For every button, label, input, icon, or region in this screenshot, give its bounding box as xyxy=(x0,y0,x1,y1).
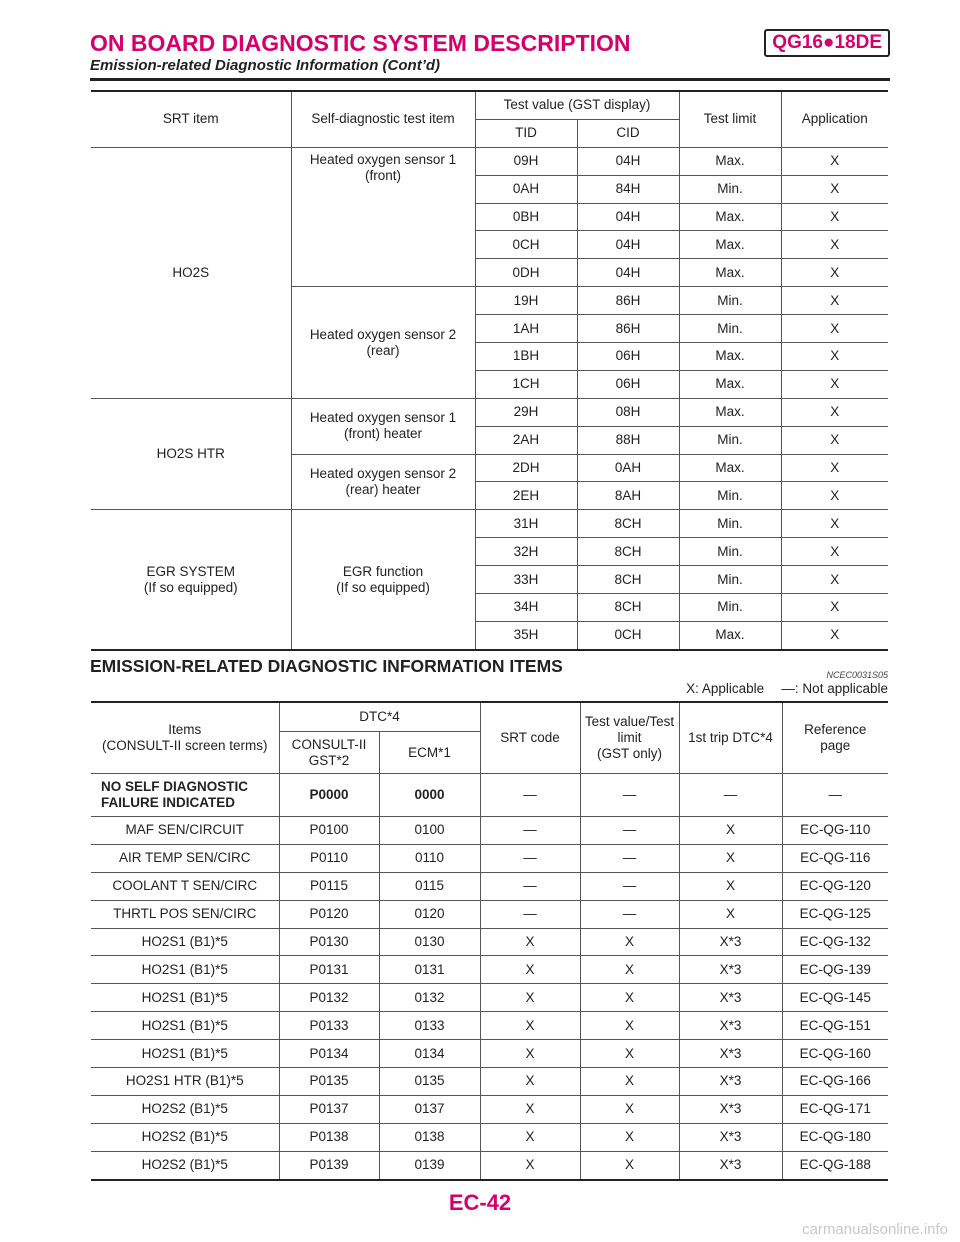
cell-limit: Min. xyxy=(679,287,781,315)
cell-item xyxy=(91,774,279,817)
dtc-table xyxy=(91,701,888,1181)
cell-ecm-code: 0000 xyxy=(379,774,480,817)
header-line1: Test value/Test xyxy=(584,714,675,729)
cell-tid: 1CH xyxy=(475,370,577,398)
test-heated-o2-sensor-1 xyxy=(291,147,475,286)
cell-first-trip: X*3 xyxy=(679,1040,782,1068)
cell-item: HO2S1 (B1)*5 xyxy=(91,1012,279,1040)
cell-limit: Min. xyxy=(679,566,781,594)
header-line2: (CONSULT-II screen terms) xyxy=(101,738,268,753)
page-number: EC-42 xyxy=(448,1190,512,1215)
cell-test-value: X xyxy=(580,1068,679,1096)
cell-cid: 8AH xyxy=(577,482,679,510)
cell-srt-code: X xyxy=(480,1095,580,1123)
cell-ecm-code: 0137 xyxy=(379,1095,480,1123)
cell-test-value: X xyxy=(580,1040,679,1068)
table-header-row xyxy=(91,91,888,119)
cell-limit: Max. xyxy=(679,231,781,259)
section-legend: X: Applicable —: Not applicable xyxy=(686,681,888,696)
cell-tid: 09H xyxy=(475,147,577,175)
cell-consult-code: P0137 xyxy=(279,1095,379,1123)
cell-first-trip: X xyxy=(679,844,782,872)
table-row xyxy=(91,1068,888,1096)
cell-tid: 1BH xyxy=(475,343,577,371)
header-ecm: ECM*1 xyxy=(379,732,480,774)
test-label-line2: (rear) heater xyxy=(345,481,421,497)
cell-test-value: — xyxy=(580,817,679,845)
cell-ecm-code: 0115 xyxy=(379,872,480,900)
cell-limit: Min. xyxy=(679,510,781,538)
cell-limit: Min. xyxy=(679,538,781,566)
cell-test-value: X xyxy=(580,1123,679,1151)
cell-item: AIR TEMP SEN/CIRC xyxy=(91,844,279,872)
watermark: carmanualsonline.info xyxy=(802,1221,948,1238)
cell-limit: Min. xyxy=(679,175,781,203)
cell-limit: Max. xyxy=(679,398,781,426)
cell-tid: 32H xyxy=(475,538,577,566)
cell-application: X xyxy=(781,287,888,315)
cell-test-value: — xyxy=(580,774,679,817)
table-row xyxy=(91,900,888,928)
test-egr-function xyxy=(291,510,475,650)
cell-cid: 8CH xyxy=(577,510,679,538)
cell-consult-code: P0120 xyxy=(279,900,379,928)
header-line1: Items xyxy=(168,722,202,737)
cell-first-trip: X xyxy=(679,817,782,845)
cell-srt-code: X xyxy=(480,928,580,956)
cell-ecm-code: 0135 xyxy=(379,1068,480,1096)
engine-badge: QG16●18DE xyxy=(764,29,890,57)
cell-test-value: X xyxy=(580,1151,679,1179)
cell-first-trip: X xyxy=(679,872,782,900)
test-label-line1: Heated oxygen sensor 2 xyxy=(309,465,457,481)
cell-ecm-code: 0139 xyxy=(379,1151,480,1179)
table-row xyxy=(91,774,888,817)
cell-srt-code: — xyxy=(480,844,580,872)
test-label-line1: Heated oxygen sensor 2 xyxy=(309,326,457,342)
cell-reference: EC-QG-151 xyxy=(782,1012,888,1040)
cell-consult-code: P0134 xyxy=(279,1040,379,1068)
cell-application: X xyxy=(781,343,888,371)
cell-limit: Max. xyxy=(679,454,781,482)
cell-item: HO2S1 (B1)*5 xyxy=(91,928,279,956)
cell-consult-code: P0132 xyxy=(279,984,379,1012)
table-row xyxy=(91,984,888,1012)
cell-tid: 2EH xyxy=(475,482,577,510)
cell-reference: EC-QG-110 xyxy=(782,817,888,845)
item-line2: FAILURE INDICATED xyxy=(101,795,235,810)
cell-test-value: — xyxy=(580,900,679,928)
header-line1: Reference xyxy=(804,722,867,737)
cell-application: X xyxy=(781,231,888,259)
cell-cid: 04H xyxy=(577,203,679,231)
test-heated-o2-sensor-2 xyxy=(291,287,475,399)
cell-test-value: X xyxy=(580,956,679,984)
table-row xyxy=(91,817,888,845)
table-row xyxy=(91,928,888,956)
cell-consult-code: P0100 xyxy=(279,817,379,845)
cell-item: HO2S1 (B1)*5 xyxy=(91,984,279,1012)
header-items xyxy=(91,702,279,774)
page-subtitle: Emission-related Diagnostic Information (Cont’d) xyxy=(90,57,441,74)
cell-reference: EC-QG-188 xyxy=(782,1151,888,1179)
cell-test-value: — xyxy=(580,844,679,872)
section-reference-code: NCEC0031S05 xyxy=(826,670,888,680)
cell-test-value: X xyxy=(580,984,679,1012)
header-test-value xyxy=(580,702,679,774)
table-row xyxy=(91,510,888,538)
cell-first-trip: X*3 xyxy=(679,956,782,984)
cell-srt-code: X xyxy=(480,1012,580,1040)
header-line2: page xyxy=(820,738,851,753)
cell-cid: 86H xyxy=(577,315,679,343)
cell-application: X xyxy=(781,482,888,510)
cell-srt-code: — xyxy=(480,872,580,900)
cell-srt-code: X xyxy=(480,1068,580,1096)
cell-cid: 04H xyxy=(577,147,679,175)
cell-tid: 0AH xyxy=(475,175,577,203)
cell-consult-code: P0133 xyxy=(279,1012,379,1040)
page-title: ON BOARD DIAGNOSTIC SYSTEM DESCRIPTION xyxy=(90,30,631,56)
cell-reference: EC-QG-116 xyxy=(782,844,888,872)
cell-first-trip: X xyxy=(679,900,782,928)
header-test-item: Self-diagnostic test item xyxy=(291,91,475,147)
cell-cid: 0CH xyxy=(577,621,679,649)
cell-reference: — xyxy=(782,774,888,817)
cell-first-trip: — xyxy=(679,774,782,817)
group-label-line1: EGR SYSTEM xyxy=(146,563,235,579)
cell-ecm-code: 0138 xyxy=(379,1123,480,1151)
cell-cid: 04H xyxy=(577,259,679,287)
cell-application: X xyxy=(781,621,888,649)
header-line1: CONSULT-II xyxy=(291,736,367,752)
cell-consult-code: P0110 xyxy=(279,844,379,872)
header-test-value: Test value (GST display) xyxy=(475,91,679,119)
cell-reference: EC-QG-171 xyxy=(782,1095,888,1123)
page-header xyxy=(90,28,890,84)
cell-application: X xyxy=(781,175,888,203)
cell-application: X xyxy=(781,315,888,343)
cell-application: X xyxy=(781,259,888,287)
header-reference-page xyxy=(782,702,888,774)
cell-consult-code: P0131 xyxy=(279,956,379,984)
cell-item: HO2S2 (B1)*5 xyxy=(91,1123,279,1151)
cell-srt-code: X xyxy=(480,1123,580,1151)
cell-item: HO2S2 (B1)*5 xyxy=(91,1151,279,1179)
cell-tid: 31H xyxy=(475,510,577,538)
header-line2: limit xyxy=(617,730,642,745)
cell-item: HO2S1 HTR (B1)*5 xyxy=(91,1068,279,1096)
cell-application: X xyxy=(781,203,888,231)
cell-item: COOLANT T SEN/CIRC xyxy=(91,872,279,900)
cell-first-trip: X*3 xyxy=(679,1123,782,1151)
header-application: Application xyxy=(781,91,888,147)
cell-application: X xyxy=(781,370,888,398)
cell-limit: Min. xyxy=(679,315,781,343)
cell-limit: Max. xyxy=(679,203,781,231)
group-egr-system xyxy=(91,510,291,650)
cell-cid: 8CH xyxy=(577,594,679,622)
cell-reference: EC-QG-145 xyxy=(782,984,888,1012)
table-row xyxy=(91,844,888,872)
test-label-line1: EGR function xyxy=(342,563,424,579)
test-label-line1: Heated oxygen sensor 1 xyxy=(309,410,457,426)
cell-tid: 0DH xyxy=(475,259,577,287)
cell-item: HO2S1 (B1)*5 xyxy=(91,956,279,984)
cell-cid: 86H xyxy=(577,287,679,315)
header-first-trip-dtc: 1st trip DTC*4 xyxy=(679,702,782,774)
cell-item: HO2S1 (B1)*5 xyxy=(91,1040,279,1068)
cell-srt-code: X xyxy=(480,956,580,984)
cell-test-value: X xyxy=(580,1012,679,1040)
table-row xyxy=(91,398,888,426)
cell-tid: 34H xyxy=(475,594,577,622)
cell-first-trip: X*3 xyxy=(679,1151,782,1179)
cell-application: X xyxy=(781,566,888,594)
cell-ecm-code: 0130 xyxy=(379,928,480,956)
table-row xyxy=(91,1095,888,1123)
test-label-line2: (front) xyxy=(364,167,401,183)
table-row xyxy=(91,1151,888,1179)
cell-ecm-code: 0134 xyxy=(379,1040,480,1068)
header-srt-item: SRT item xyxy=(91,91,291,147)
cell-srt-code: — xyxy=(480,774,580,817)
cell-cid: 8CH xyxy=(577,566,679,594)
cell-cid: 04H xyxy=(577,231,679,259)
header-consult-gst xyxy=(279,732,379,774)
srt-table xyxy=(91,90,888,651)
cell-reference: EC-QG-139 xyxy=(782,956,888,984)
cell-reference: EC-QG-132 xyxy=(782,928,888,956)
test-label-line2: (front) heater xyxy=(343,426,423,442)
test-heated-o2-sensor-2-heater xyxy=(291,454,475,510)
table-row xyxy=(91,1012,888,1040)
cell-first-trip: X*3 xyxy=(679,1068,782,1096)
cell-ecm-code: 0110 xyxy=(379,844,480,872)
cell-test-value: X xyxy=(580,1095,679,1123)
cell-cid: 88H xyxy=(577,426,679,454)
header-srt-code: SRT code xyxy=(480,702,580,774)
cell-srt-code: — xyxy=(480,900,580,928)
cell-reference: EC-QG-160 xyxy=(782,1040,888,1068)
cell-limit: Min. xyxy=(679,426,781,454)
cell-application: X xyxy=(781,594,888,622)
cell-srt-code: X xyxy=(480,1040,580,1068)
cell-limit: Max. xyxy=(679,147,781,175)
cell-first-trip: X*3 xyxy=(679,984,782,1012)
cell-tid: 2DH xyxy=(475,454,577,482)
header-test-limit: Test limit xyxy=(679,91,781,147)
cell-ecm-code: 0100 xyxy=(379,817,480,845)
cell-tid: 29H xyxy=(475,398,577,426)
cell-reference: EC-QG-120 xyxy=(782,872,888,900)
header-line2: GST*2 xyxy=(308,752,350,768)
cell-reference: EC-QG-180 xyxy=(782,1123,888,1151)
cell-limit: Max. xyxy=(679,621,781,649)
cell-ecm-code: 0132 xyxy=(379,984,480,1012)
cell-tid: 33H xyxy=(475,566,577,594)
dtc-table-body xyxy=(91,817,888,1180)
test-label-line2: (rear) xyxy=(366,342,400,358)
table-header-row xyxy=(91,702,888,732)
cell-consult-code: P0000 xyxy=(279,774,379,817)
cell-application: X xyxy=(781,454,888,482)
cell-cid: 06H xyxy=(577,370,679,398)
cell-cid: 84H xyxy=(577,175,679,203)
cell-test-value: — xyxy=(580,872,679,900)
cell-srt-code: — xyxy=(480,817,580,845)
group-label-line2: (If so equipped) xyxy=(143,579,238,595)
cell-consult-code: P0139 xyxy=(279,1151,379,1179)
cell-application: X xyxy=(781,426,888,454)
cell-limit: Max. xyxy=(679,343,781,371)
item-line1: NO SELF DIAGNOSTIC xyxy=(101,779,249,794)
table-row xyxy=(91,147,888,175)
cell-application: X xyxy=(781,398,888,426)
cell-ecm-code: 0120 xyxy=(379,900,480,928)
cell-reference: EC-QG-166 xyxy=(782,1068,888,1096)
cell-cid: 8CH xyxy=(577,538,679,566)
cell-consult-code: P0138 xyxy=(279,1123,379,1151)
group-ho2s-htr: HO2S HTR xyxy=(91,398,291,510)
cell-first-trip: X*3 xyxy=(679,928,782,956)
cell-tid: 19H xyxy=(475,287,577,315)
cell-application: X xyxy=(781,147,888,175)
cell-limit: Max. xyxy=(679,259,781,287)
cell-reference: EC-QG-125 xyxy=(782,900,888,928)
header-cid: CID xyxy=(577,119,679,147)
cell-ecm-code: 0133 xyxy=(379,1012,480,1040)
cell-item: HO2S2 (B1)*5 xyxy=(91,1095,279,1123)
cell-consult-code: P0135 xyxy=(279,1068,379,1096)
cell-item: MAF SEN/CIRCUIT xyxy=(91,817,279,845)
table-row xyxy=(91,872,888,900)
header-dtc: DTC*4 xyxy=(279,702,480,732)
cell-limit: Max. xyxy=(679,370,781,398)
section-title: EMISSION-RELATED DIAGNOSTIC INFORMATION ITEMS xyxy=(90,656,563,676)
cell-ecm-code: 0131 xyxy=(379,956,480,984)
cell-srt-code: X xyxy=(480,1151,580,1179)
table-row xyxy=(91,956,888,984)
cell-tid: 2AH xyxy=(475,426,577,454)
cell-srt-code: X xyxy=(480,984,580,1012)
cell-first-trip: X*3 xyxy=(679,1095,782,1123)
cell-consult-code: P0115 xyxy=(279,872,379,900)
header-divider xyxy=(90,78,890,81)
header-line3: (GST only) xyxy=(597,746,663,761)
cell-limit: Min. xyxy=(679,482,781,510)
test-label-line2: (If so equipped) xyxy=(336,579,430,595)
cell-tid: 0BH xyxy=(475,203,577,231)
cell-tid: 35H xyxy=(475,621,577,649)
test-heated-o2-sensor-1-heater xyxy=(291,398,475,454)
cell-cid: 08H xyxy=(577,398,679,426)
cell-limit: Min. xyxy=(679,594,781,622)
table-row xyxy=(91,1040,888,1068)
cell-tid: 0CH xyxy=(475,231,577,259)
group-ho2s: HO2S xyxy=(91,147,291,398)
cell-application: X xyxy=(781,510,888,538)
cell-application: X xyxy=(781,538,888,566)
cell-cid: 06H xyxy=(577,343,679,371)
test-label-line1: Heated oxygen sensor 1 xyxy=(309,151,457,167)
cell-tid: 1AH xyxy=(475,315,577,343)
cell-test-value: X xyxy=(580,928,679,956)
cell-cid: 0AH xyxy=(577,454,679,482)
cell-consult-code: P0130 xyxy=(279,928,379,956)
table-row xyxy=(91,1123,888,1151)
cell-first-trip: X*3 xyxy=(679,1012,782,1040)
header-tid: TID xyxy=(475,119,577,147)
cell-item: THRTL POS SEN/CIRC xyxy=(91,900,279,928)
